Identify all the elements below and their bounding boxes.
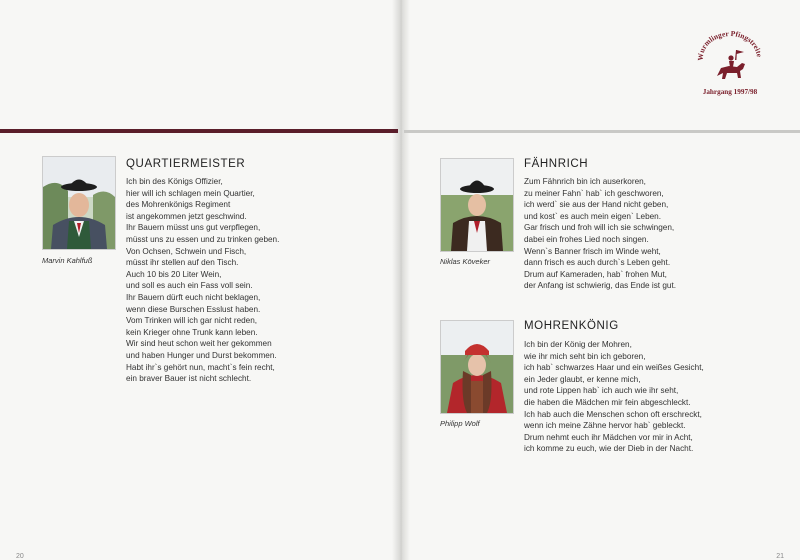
verse-quartiermeister <box>126 176 279 385</box>
verse-line: kein Krieger ohne Trunk kann leben. <box>126 327 258 337</box>
verse-mohrenkoenig <box>524 339 704 455</box>
verse-line: ein Jeder glaubt, er kenne mich, <box>524 374 641 384</box>
role-heading-quartiermeister: QUARTIERMEISTER <box>126 158 246 170</box>
svg-text:Wurmlinger Pfingstreiter: Wurmlinger Pfingstreite <box>695 28 765 61</box>
verse-line: Ihr Bauern dürft euch nicht beklagen, <box>126 292 261 302</box>
verse-line: Gar frisch und froh will ich sie schwingen, <box>524 223 675 233</box>
verse-line: und rote Lippen hab` ich auch wie ihr seht, <box>524 386 679 396</box>
right-divider-rule <box>404 130 800 133</box>
verse-line: Ich hab auch die Menschen schon oft erschreckt, <box>524 409 702 419</box>
svg-text:Jahrgang 1997/98: Jahrgang 1997/98 <box>702 88 758 96</box>
verse-line: wenn diese Burschen Esslust haben. <box>126 304 261 314</box>
left-divider-rule <box>0 129 398 133</box>
verse-line: ich komme zu euch, wie der Dieb in der Nacht. <box>524 444 694 454</box>
verse-line: dabei ein frohes Lied noch singen. <box>524 234 649 244</box>
verse-line: Wenn`s Banner frisch im Winde weht, <box>524 246 661 256</box>
verse-line: des Mohrenkönigs Regiment <box>126 200 231 210</box>
verse-line: zu meiner Fahn` hab` ich geschworen, <box>524 188 664 198</box>
role-heading-faehnrich: FÄHNRICH <box>524 158 589 170</box>
verse-line: und kost` es auch mein eigen` Leben. <box>524 211 662 221</box>
verse-faehnrich <box>524 176 676 292</box>
verse-line: dann frisch es auch durch`s Leben geht. <box>524 258 671 268</box>
photo-caption: Niklas Köveker <box>440 257 491 266</box>
verse-line: ein braver Bauer ist nicht schlecht. <box>126 374 252 384</box>
verse-line: der Anfang ist schwierig, das Ende ist gut. <box>524 281 677 291</box>
verse-line: Vom Trinken will ich gar nicht reden, <box>126 316 258 326</box>
verse-line: hier will ich schlagen mein Quartier, <box>126 188 255 198</box>
portrait-photo-faehnrich <box>440 158 514 252</box>
verse-line: Zum Fähnrich bin ich auserkoren, <box>524 177 646 186</box>
verse-line: Habt ihr`s gehört nun, macht`s fein recht, <box>126 362 275 372</box>
portrait-photo-mohrenkoenig <box>440 320 514 414</box>
verse-line: wie ihr mich seht bin ich geboren, <box>524 351 646 361</box>
verse-line: Drum nehmt euch ihr Mädchen vor mir in Acht, <box>524 432 693 442</box>
photo-caption: Marvin Kahlfuß <box>42 256 93 265</box>
verse-line: Auch 10 bis 20 Liter Wein, <box>126 269 222 279</box>
verse-line: müsst uns zu essen und zu trinken geben. <box>126 234 280 244</box>
verse-line: die haben die Mädchen mir fein abgeschleckt. <box>524 397 691 407</box>
page-number-left: 20 <box>16 553 24 560</box>
verse-line: Wir sind heut schon weit her gekommen <box>126 339 272 349</box>
verse-line: ist angekommen jetzt geschwind. <box>126 211 247 221</box>
club-emblem <box>695 28 765 98</box>
verse-line: ich werd` sie aus der Hand nicht geben, <box>524 200 669 210</box>
verse-line: Ich bin der König der Mohren, <box>524 340 632 349</box>
verse-line: und soll es auch ein Fass voll sein. <box>126 281 253 291</box>
photo-caption: Philipp Wolf <box>440 419 480 428</box>
portrait-photo-quartiermeister <box>42 156 116 250</box>
verse-line: Von Ochsen, Schwein und Fisch, <box>126 246 247 256</box>
verse-line: ich hab` schwarzes Haar und ein weißes Gesicht, <box>524 363 704 373</box>
verse-line: müsst ihr stellen auf den Tisch. <box>126 258 239 268</box>
verse-line: wenn ich meine Zähne hervor hab` gebleckt. <box>524 421 686 431</box>
verse-line: Ihr Bauern müsst uns gut verpflegen, <box>126 223 261 233</box>
verse-line: und haben Hunger und Durst bekommen. <box>126 350 277 360</box>
verse-line: Drum auf Kameraden, hab` frohen Mut, <box>524 269 667 279</box>
page-number-right: 21 <box>776 553 784 560</box>
page-gutter <box>392 0 410 560</box>
verse-line: Ich bin des Königs Offizier, <box>126 177 223 186</box>
role-heading-mohrenkoenig: MOHRENKÖNIG <box>524 320 619 332</box>
